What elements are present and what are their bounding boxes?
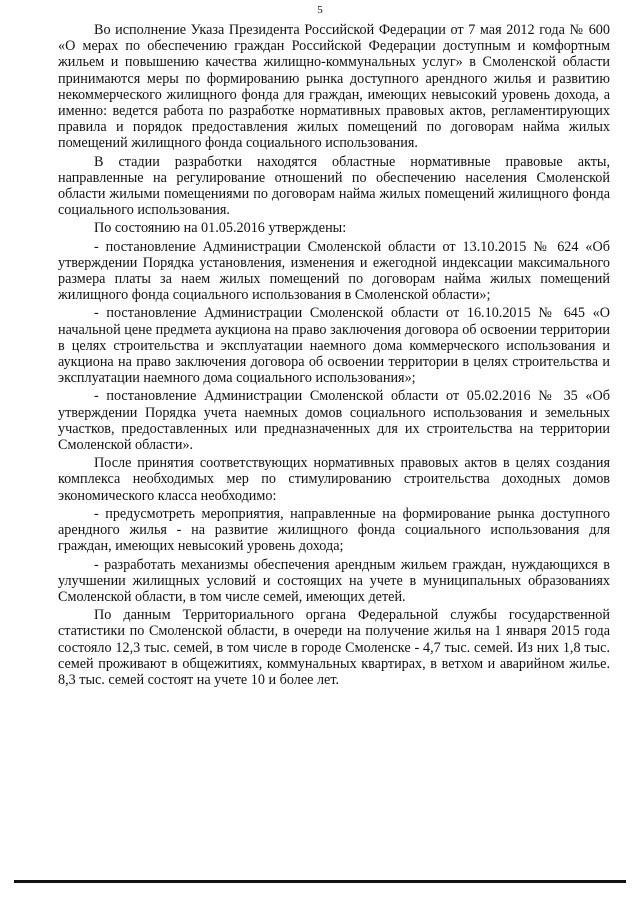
- paragraph-drafting-stage: В стадии разработки находятся областные нормативные правовые акты, направленные на регулирование отношений по обеспечению населения Смоленской области жилыми помещениями по договорам найма жилых помещений жилищного фонда социального использования.: [58, 153, 610, 219]
- paragraph-approved-as-of: По состоянию на 01.05.2016 утверждены:: [94, 220, 347, 237]
- bottom-rule: [14, 880, 626, 883]
- list-item-provide-measures: - предусмотреть мероприятия, направленные на формирование рынка доступного арендного жилья - на развитие жилищного фонда социального использования для граждан, имеющих невысокий уровень дохода;: [58, 505, 610, 555]
- list-item-resolution-645: - постановление Администрации Смоленской области от 16.10.2015 № 645 «О начальной цене предмета аукциона на право заключения договора об освоении территории в целях строительства и эксплуатации наемного дома коммерческого использования и аукциона на право заключения договора об освоении территории в целях строительства и эксплуатации наемного дома социального использования»;: [58, 305, 610, 387]
- list-item-resolution-35: - постановление Администрации Смоленской области от 05.02.2016 № 35 «Об утверждении Порядка учета наемных домов социального использования и земельных участков, предоставленных или предназначенных для их строительства на территории Смоленской области».: [58, 388, 610, 454]
- paragraph-statistics: По данным Территориального органа Федеральной службы государственной статистики по Смоленской области, в очереди на получение жилья на 1 января 2015 года состояло 12,3 тыс. семей, в том числе в городе Смоленске - 4,7 тыс. семей. Из них 1,8 тыс. семей проживают в общежитиях, коммунальных квартирах, в ветхом и аварийном жилье. 8,3 тыс. семей состоят на учете 10 и более лет.: [58, 607, 610, 688]
- list-item-resolution-624: - постановление Администрации Смоленской области от 13.10.2015 № 624 «Об утверждении Порядка установления, изменения и ежегодной индексации максимального размера платы за наем жилых помещений по договорам найма жилых помещений жилищного фонда социального использования в Смоленской области»;: [58, 238, 610, 304]
- list-item-develop-mechanisms: - разработать механизмы обеспечения арендным жильем граждан, нуждающихся в улучшении жилищных условий и состоящих на учете в муниципальных образованиях Смоленской области, в том числе семей, имеющих детей.: [58, 556, 610, 605]
- paragraph-after-adoption: После принятия соответствующих нормативных правовых актов в целях создания комплекса необходимых мер по стимулированию строительства доходных домов экономического класса необходимо:: [58, 455, 610, 504]
- page-number: 5: [317, 4, 323, 16]
- document-body: [58, 22, 610, 690]
- paragraph-decree-600: Во исполнение Указа Президента Российской Федерации от 7 мая 2012 года № 600 «О мерах по обеспечению граждан Российской Федерации доступным и комфортным жильем и повышению качества жилищно-коммунальных услуг» в Смоленской области принимаются меры по формированию рынка доступного арендного жилья и развитию некоммерческого жилищного фонда для граждан, имеющих невысокий уровень дохода, а именно: ведется работа по разработке нормативных правовых актов, регламентирующих правила и порядок предоставления жилых помещений по договорам найма жилых помещений жилищного фонда социального использования.: [58, 22, 610, 152]
